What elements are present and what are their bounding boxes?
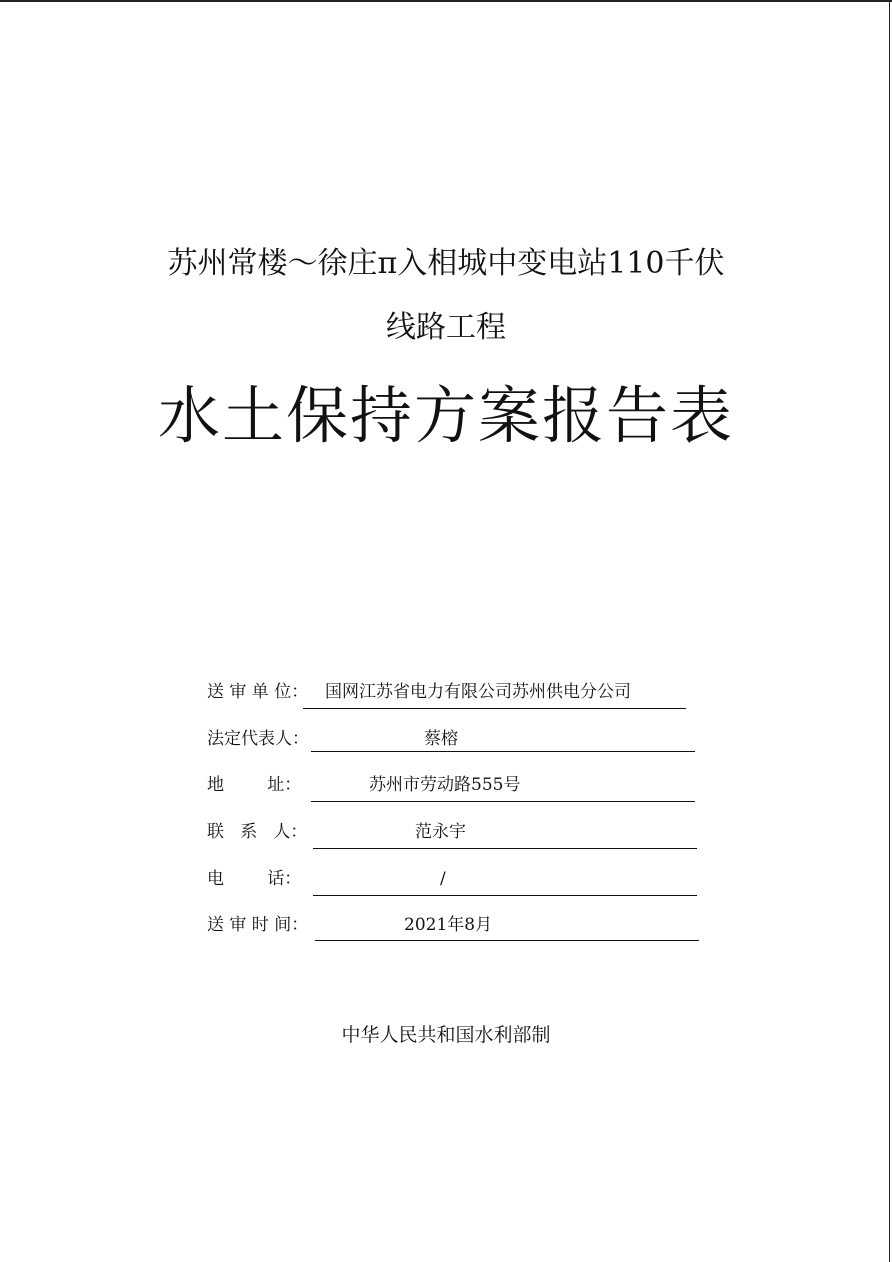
- submit-unit-value: 国网江苏省电力有限公司苏州供电分公司: [325, 682, 631, 702]
- submit-time-label: 送 审 时 间：: [207, 915, 309, 935]
- issuer-footer: 中华人民共和国水利部制: [341, 1024, 551, 1046]
- info-row-contact: [207, 820, 697, 850]
- info-row-address: [207, 773, 697, 803]
- phone-underline: [313, 895, 697, 896]
- phone-value: /: [440, 869, 446, 889]
- contact-value: 范永宇: [415, 822, 466, 842]
- legal-rep-underline: [311, 751, 695, 752]
- legal-rep-label: 法定代表人：: [207, 729, 309, 749]
- report-main-title: 水土保持方案报告表: [157, 379, 734, 452]
- info-row-submit-time: [207, 913, 699, 943]
- page-right-border: [889, 0, 890, 1262]
- submit-unit-label: 送 审 单 位：: [207, 682, 309, 702]
- project-title-line2: 线路工程: [386, 310, 506, 345]
- phone-label: 电 话：: [207, 869, 302, 889]
- submit-unit-underline: [303, 708, 686, 709]
- legal-rep-value: 蔡榕: [424, 729, 458, 749]
- project-title-line1: 苏州常楼～徐庄π入相城中变电站110千伏: [167, 246, 725, 281]
- address-underline: [311, 801, 695, 802]
- contact-underline: [313, 848, 697, 849]
- contact-label: 联 系 人：: [207, 822, 308, 842]
- page-top-border: [0, 0, 892, 2]
- info-row-submit-unit: [207, 680, 687, 710]
- address-label: 地 址：: [207, 775, 302, 795]
- submit-time-underline: [315, 940, 699, 941]
- address-value: 苏州市劳动路555号: [369, 775, 521, 795]
- info-row-phone: [207, 867, 697, 897]
- info-row-legal-rep: [207, 727, 697, 757]
- submit-time-value: 2021年8月: [404, 915, 493, 935]
